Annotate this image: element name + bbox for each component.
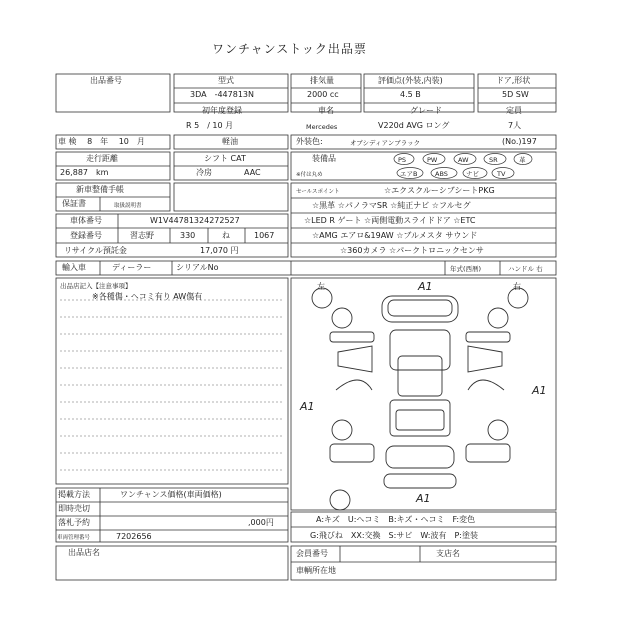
manual-label: 取扱説明書	[114, 203, 142, 209]
page-title: ワンチャンストック出品票	[212, 42, 367, 56]
selling-point-3: ☆LED R ゲート ☆両側電動スライドドア ☆ETC	[304, 216, 476, 225]
first-reg-label: 初年度登録	[202, 106, 242, 115]
color-number: (No.)197	[502, 137, 537, 146]
door-value: 5D SW	[502, 90, 529, 99]
grade-score-value: 4.5 B	[400, 90, 421, 99]
equip-airbag: エアB	[400, 170, 418, 178]
immediate-label: 即時売切	[58, 504, 90, 513]
fuel-value: 軽油	[222, 137, 238, 146]
damage-mark-top: A1	[418, 280, 433, 293]
diagram-right-label: 右	[513, 282, 521, 291]
car-name-label: 車名	[318, 106, 334, 115]
damage-mark-right: A1	[532, 384, 547, 397]
remarks-label: 出品店記入【注意事項】	[60, 282, 132, 290]
reg-area: 習志野	[130, 231, 154, 240]
lot-label: 出品番号	[90, 76, 122, 85]
mileage-label: 走行距離	[86, 154, 118, 163]
capacity-value: 7人	[508, 121, 522, 130]
reserve-value: ,000円	[248, 518, 274, 527]
car-name-value: Mercedes	[306, 123, 338, 131]
grade-label: グレード	[410, 106, 442, 115]
chassis-label: 車体番号	[70, 216, 102, 225]
damage-mark-left: A1	[300, 400, 315, 413]
remarks-line-1: ※各種傷・ヘコミ有り AW傷有	[92, 292, 203, 301]
equip-abs: ABS	[435, 170, 448, 178]
displacement-value: 2000 cc	[307, 90, 339, 99]
recycle-value: 17,070 円	[200, 246, 239, 255]
selling-point-4: ☆AMG エアロ&19AW ☆ブルメスタ サウンド	[312, 231, 478, 240]
equip-leather: 革	[519, 156, 526, 164]
inspection-value: 車 検 8 年 10 月	[58, 137, 145, 146]
displacement-label: 排気量	[310, 76, 334, 85]
equipment-label: 装備品	[312, 154, 336, 163]
year-label: 年式(西暦)	[450, 265, 482, 273]
reserve-label: 落札予約	[58, 518, 90, 527]
grade-score-label: 評価点(外装,内装)	[378, 76, 443, 85]
car-diagram	[312, 288, 528, 510]
new-car-warranty: 新車整備手帳	[76, 185, 124, 194]
mgmt-label: 車両管理番号	[57, 535, 91, 541]
reg-number: 1067	[254, 231, 275, 240]
equip-tv: TV	[497, 170, 506, 178]
reg-kana: ね	[222, 231, 230, 240]
grade-value: V220d AVG ロング	[378, 121, 450, 130]
legend-line-1: A:キズ U:ヘコミ B:キズ・ヘコミ F:変色	[316, 515, 476, 524]
color-value: オブシディアンブラック	[350, 139, 421, 147]
selling-point-2: ☆黒革 ☆パノラマSR ☆純正ナビ ☆フルセグ	[312, 201, 471, 210]
location-label: 車輌所在地	[296, 566, 336, 575]
store-name-label: 出品店名	[68, 548, 100, 557]
diagram-left-label: 左	[317, 282, 325, 291]
selling-points-label: セールスポイント	[296, 189, 340, 195]
method-label: 掲載方法	[58, 490, 90, 499]
handle-value: ハンドル 右	[508, 265, 543, 273]
model-label: 型式	[218, 76, 234, 85]
color-label: 外装色:	[296, 137, 323, 146]
legend-line-2: G:飛びね XX:交換 S:サビ W:波有 P:塗装	[310, 531, 478, 540]
mileage-value: 26,887 km	[60, 168, 109, 177]
dealer-label: ディーラー	[112, 263, 152, 272]
capacity-label: 定員	[506, 106, 522, 115]
mgmt-value: 7202656	[116, 532, 152, 541]
warranty-label: 保証書	[62, 199, 86, 208]
equip-navi: ナビ	[466, 170, 479, 178]
import-label: 輸入車	[62, 263, 86, 272]
ac-label: 冷房	[196, 168, 212, 177]
selling-point-1: ☆エクスクルーシブシートPKG	[384, 186, 495, 195]
selling-point-5: ☆360カメラ ☆パークトロニックセンサ	[340, 246, 484, 255]
model-value: 3DA -447813N	[190, 90, 254, 99]
method-value: ワンチャンス価格(車両価格)	[120, 490, 222, 499]
shift-label: シフト CAT	[204, 154, 246, 163]
door-label: ドア,形状	[496, 76, 531, 85]
serial-label: シリアルNo	[176, 263, 219, 272]
reg-label: 登録番号	[70, 231, 102, 240]
equip-sr: SR	[489, 156, 498, 164]
equip-aw: AW	[458, 156, 469, 164]
first-reg-value: R 5 / 10 月	[186, 121, 234, 130]
damage-mark-bottom: A1	[416, 492, 431, 505]
member-label: 会員番号	[296, 549, 328, 558]
chassis-value: W1V44781324272527	[150, 216, 240, 225]
equip-ps: PS	[398, 156, 407, 164]
ac-value: AAC	[244, 168, 261, 177]
branch-label: 支店名	[436, 549, 460, 558]
equip-pw: PW	[427, 156, 438, 164]
equipment-note: ※付は丸め	[296, 172, 323, 178]
recycle-label: リサイクル預託金	[64, 246, 127, 255]
reg-class: 330	[180, 231, 196, 240]
